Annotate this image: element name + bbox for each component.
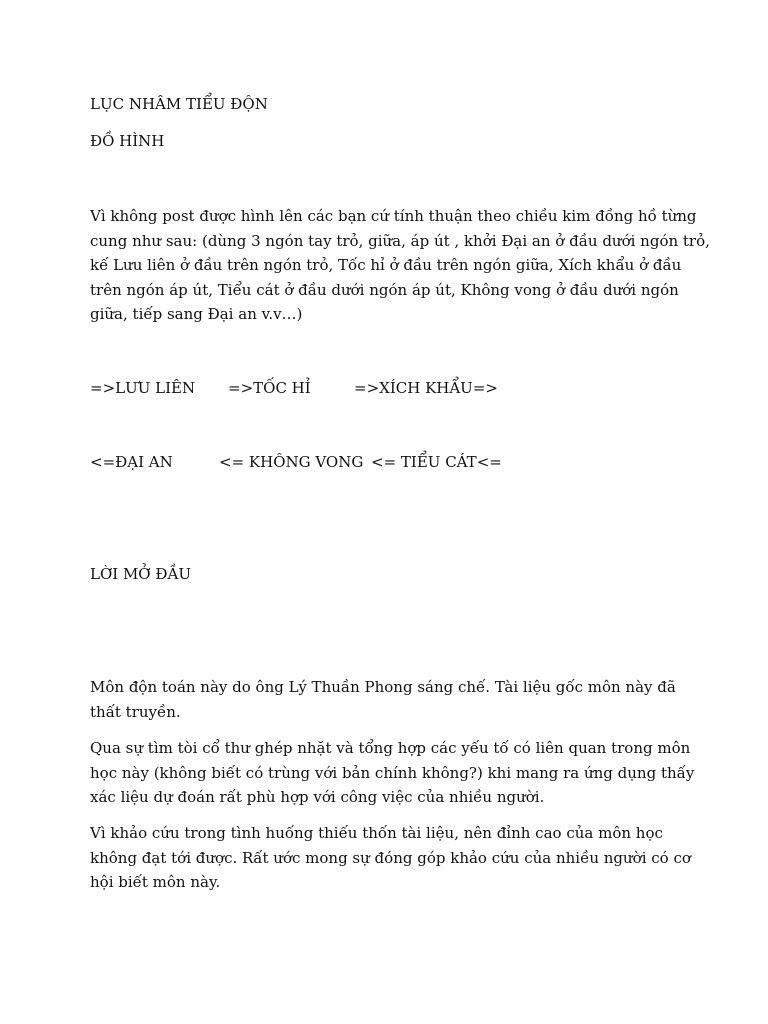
intro-paragraph: Vì không post được hình lên các bạn cứ tính thuận theo chiều kim đồng hồ từng cung như sau: (dùng 3 ngón tay trỏ, giữa, áp út , khởi Đại an ở đầu dưới ngón trỏ, kế Lưu liên ở đầu trên ngón trỏ, Tốc hỉ ở đầu trên ngón giữa, Xích khẩu ở đầu trên ngón áp út, Tiểu cát ở đầu dưới ngón áp út, Không vong ở đầu dưới ngón giữa, tiếp sang Đại an v.v…) bbox=[90, 207, 710, 323]
cycle-xich-khau: =>XÍCH KHẨU=> bbox=[354, 379, 498, 397]
document-subtitle: ĐỒ HÌNH bbox=[90, 132, 165, 150]
document-title: LỤC NHÂM TIỂU ĐỘN bbox=[90, 95, 268, 113]
cycle-toc-hi: =>TỐC HỈ bbox=[228, 379, 311, 397]
section-heading: LỜI MỞ ĐẦU bbox=[90, 565, 191, 583]
cycle-luu-lien: =>LƯU LIÊN bbox=[90, 379, 196, 397]
body-paragraph: Qua sự tìm tòi cổ thư ghép nhặt và tổng hợp các yếu tố có liên quan trong môn học này (không biết có trùng với bản chính không?) khi mang ra ứng dụng thấy xác liệu dự đoán rất phù hợp với công việc của nhiều người. bbox=[90, 739, 695, 806]
cycle-tieu-cat: <= TIỂU CÁT<= bbox=[371, 453, 502, 471]
body-paragraph: Vì khảo cứu trong tình huống thiếu thốn tài liệu, nên đỉnh cao của môn học không đạt tới được. Rất ước mong sự đóng góp khảo cứu của nhiều người có cơ hội biết môn này. bbox=[90, 824, 691, 891]
cycle-khong-vong: <= KHÔNG VONG bbox=[219, 453, 364, 471]
cycle-dai-an: <=ĐẠI AN bbox=[90, 453, 173, 471]
body-paragraph: Môn độn toán này do ông Lý Thuần Phong sáng chế. Tài liệu gốc môn này đã thất truyền. bbox=[90, 678, 676, 721]
